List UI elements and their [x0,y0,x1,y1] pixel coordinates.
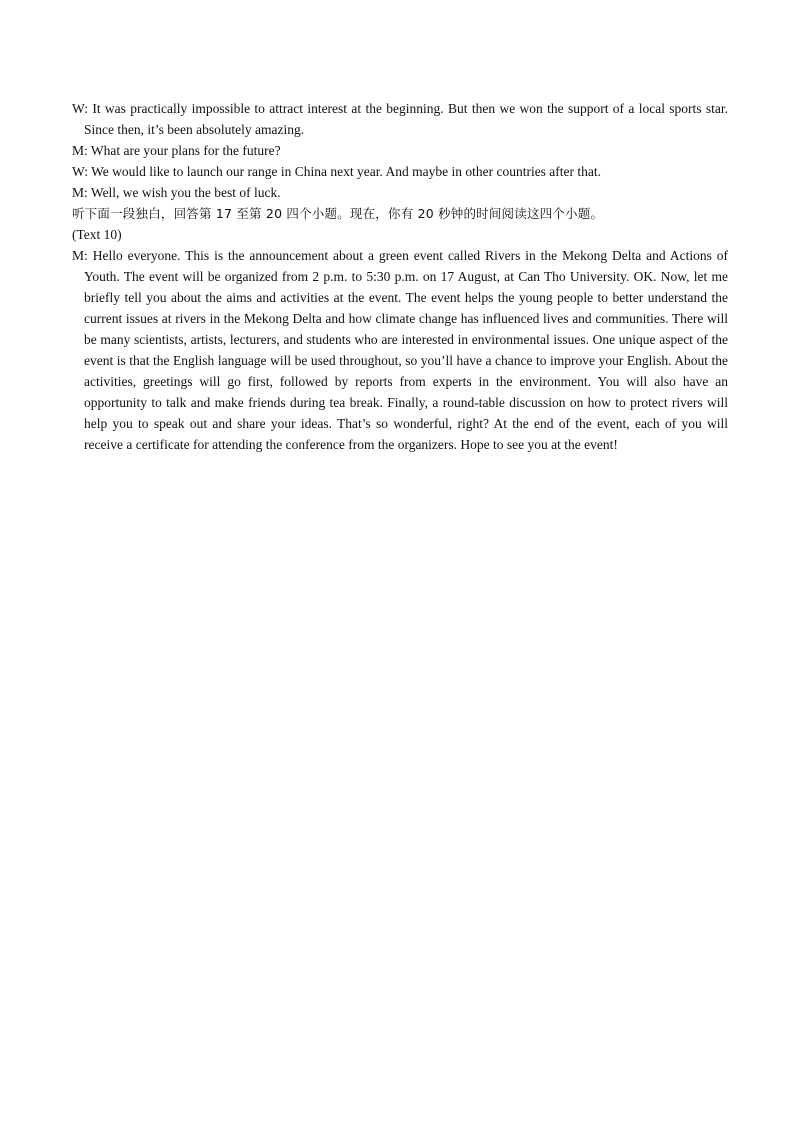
dialogue-text: It was practically impossible to attract interest at the beginning. But then we won the support of a local sports star. Since then, it’s been absolutely amazing. [84,101,728,137]
monologue-text: Hello everyone. This is the announcement about a green event called Rivers in the Mekong Delta and Actions of Youth. The event will be organized from 2 p.m. to 5:30 p.m. on 17 August, at Can Tho University. OK. Now, let me briefly tell you about the aims and activities at the event. The event helps the young people to better understand the current issues at rivers in the Mekong Delta and how climate change has influenced lives and communities. There will be many scientists, artists, lecturers, and students who are interested in environmental issues. One unique aspect of the event is that the English language will be used throughout, so you’ll have a chance to improve your English. About the activities, greetings will go first, followed by reports from experts in the environment. You will also have an opportunity to talk and make friends during tea break. Finally, a round-table discussion on how to protect rivers will help you to speak out and share your ideas. That’s so wonderful, right? At the end of the event, each of you will receive a certificate for attending the conference from the organizers. Hope to see you at the event! [84,248,729,452]
dialogue-text: We would like to launch our range in China next year. And maybe in other countries after that. [91,164,602,179]
dialogue-text: Well, we wish you the best of luck. [90,185,281,200]
speaker-label: M: [72,143,88,158]
document-page [72,98,728,455]
text-label: (Text 10) [72,227,122,242]
section-instruction: 听下面一段独白，回答第 17 至第 20 四个小题。现在，你有 20 秒钟的时间阅读这四个小题。 [72,206,604,221]
dialogue-text: What are your plans for the future? [90,143,281,158]
dialogue-line-3 [72,161,728,182]
dialogue-line-4 [72,182,728,203]
dialogue-line-1 [72,98,728,140]
speaker-label: W: [72,101,88,116]
speaker-label: W: [72,164,88,179]
monologue-paragraph [72,245,728,455]
speaker-label: M: [72,248,88,263]
dialogue-line-2 [72,140,728,161]
speaker-label: M: [72,185,88,200]
